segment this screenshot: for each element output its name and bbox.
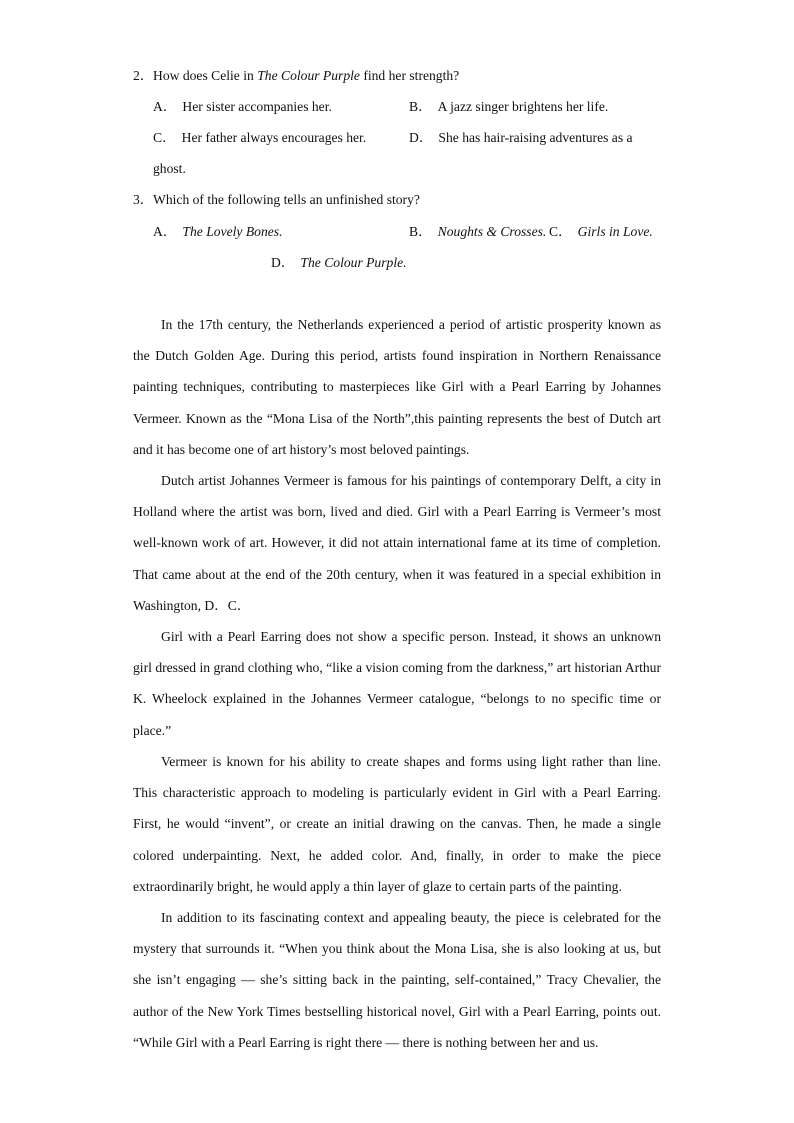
option-text: She has hair-raising adventures as a: [438, 130, 633, 145]
question-2-number: 2．: [133, 68, 154, 83]
question-3-option-c: [549, 222, 653, 242]
question-2-stem-pre: How does Celie in: [153, 68, 258, 83]
passage-paragraph-1: In the 17th century, the Netherlands experienced a period of artistic prosperity known as the Dutch Golden Age. During this period, artists found inspiration in Northern Renaissance painting techniques, contributing to masterpieces like Girl with a Pearl Earring by Johannes Vermeer. Known as the “Mona Lisa of the North”,this painting represents the best of Dutch art and it has become one of art history’s most beloved paintings.: [133, 317, 661, 457]
question-2-option-b: [409, 97, 608, 117]
question-2-stem: [153, 66, 459, 86]
question-3-stem: Which of the following tells an unfinished story?: [153, 192, 420, 207]
option-letter: B．: [409, 99, 432, 114]
question-2-stem-title: The Colour Purple: [257, 68, 360, 83]
passage-paragraph-5: In addition to its fascinating context and appealing beauty, the piece is celebrated for the mystery that surrounds it. “When you think about the Mona Lisa, she is also looking at us, but she isn’t engaging — she’s sitting back in the painting, self-contained,” Tracy Chevalier, the author of the New York Times bestselling historical novel, Girl with a Pearl Earring, points out. “While Girl with a Pearl Earring is right there — there is nothing between her and us.: [133, 910, 661, 1050]
option-text: Her father always encourages her.: [181, 130, 367, 145]
option-text: The Colour Purple.: [300, 255, 407, 270]
question-2-option-d-continued: ghost.: [153, 161, 186, 176]
question-2-option-d: [409, 128, 633, 148]
option-letter: A．: [153, 224, 177, 239]
question-3-option-b: [409, 222, 546, 242]
question-2-option-c: [153, 128, 366, 148]
option-text: A jazz singer brightens her life.: [437, 99, 609, 114]
question-2-stem-post: find her strength?: [359, 68, 460, 83]
option-text: The Lovely Bones.: [182, 224, 283, 239]
option-text: Her sister accompanies her.: [182, 99, 332, 114]
passage-paragraph-2: Dutch artist Johannes Vermeer is famous for his paintings of contemporary Delft, a city in Holland where the artist was born, lived and died. Girl with a Pearl Earring is Vermeer’s most well-known work of art. However, it did not attain international fame at its time of completion. That came about at the end of the 20th century, when it was featured in a special exhibition in Washington, D．C．: [133, 473, 661, 613]
option-text: Girls in Love.: [577, 224, 653, 239]
option-letter: A．: [153, 99, 177, 114]
question-3-number: 3．: [133, 192, 154, 207]
option-letter: C．: [153, 130, 176, 145]
passage-paragraph-4: Vermeer is known for his ability to create shapes and forms using light rather than line. This characteristic approach to modeling is particularly evident in Girl with a Pearl Earring. First, he would “invent”, or create an initial drawing on the canvas. Then, he made a single colored underpainting. Next, he added color. And, finally, in order to make the piece extraordinarily bright, he would apply a thin layer of glaze to certain parts of the painting.: [133, 754, 661, 894]
option-letter: D．: [271, 255, 295, 270]
passage-paragraph-3: Girl with a Pearl Earring does not show a specific person. Instead, it shows an unknown girl dressed in grand clothing who, “like a vision coming from the darkness,” art historian Arthur K. Wheelock explained in the Johannes Vermeer catalogue, “belongs to no specific time or place.”: [133, 629, 661, 738]
option-text: Noughts & Crosses.: [437, 224, 547, 239]
option-letter: B．: [409, 224, 432, 239]
option-letter: C．: [549, 224, 572, 239]
question-2-option-a: [153, 97, 332, 117]
question-3-option-a: [153, 222, 282, 242]
option-letter: D．: [409, 130, 433, 145]
question-3-option-d: [271, 253, 407, 273]
